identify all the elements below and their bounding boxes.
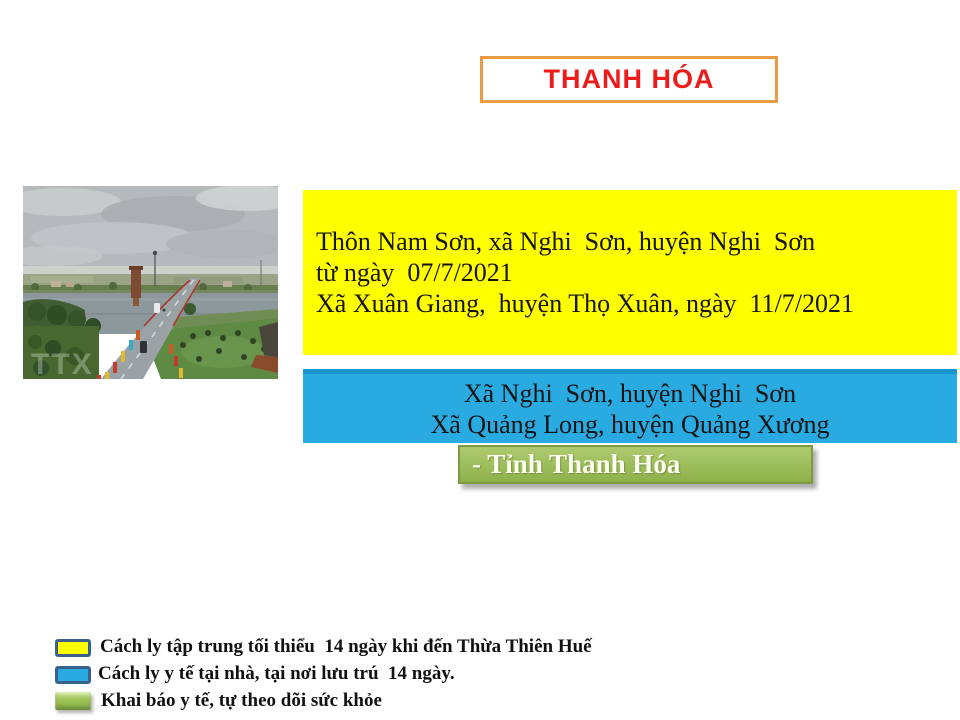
legend-label-health-declaration: Khai báo y tế, tự theo dõi sức khỏe: [101, 690, 382, 711]
province-banner-label: - Tỉnh Thanh Hóa: [472, 449, 681, 479]
legend-label-quarantine-centralized: Cách ly tập trung tối thiểu 14 ngày khi đến Thừa Thiên Huế: [100, 636, 592, 657]
blue-panel-line-1: Xã Nghi Sơn, huyện Nghi Sơn: [463, 378, 797, 408]
photo-gate-tower: [131, 268, 141, 298]
photo-village-house: [51, 281, 61, 287]
province-photo: [23, 186, 278, 379]
legend-swatch-yellow: [55, 639, 91, 657]
yellow-info-panel: [303, 190, 957, 355]
photo-dark-car: [140, 341, 147, 353]
blue-info-panel: [303, 369, 957, 443]
province-banner: [458, 445, 813, 484]
yellow-panel-line-1: Thôn Nam Sơn, xã Nghi Sơn, huyện Nghi Sơn: [316, 227, 816, 256]
yellow-panel-line-3: Xã Xuân Giang, huyện Thọ Xuân, ngày 11/7/2021: [316, 289, 854, 318]
legend-swatch-blue: [55, 666, 91, 684]
bridge-aerial-photo-illustration: [23, 186, 278, 379]
legend-swatch-green: [55, 692, 91, 710]
photo-watermark: TTX: [31, 348, 94, 379]
page-title: THANH HÓA: [543, 64, 715, 94]
title-box: [480, 56, 778, 103]
blue-panel-line-2: Xã Quảng Long, huyện Quảng Xương: [430, 409, 830, 439]
legend-label-quarantine-home: Cách ly y tế tại nhà, tại nơi lưu trú 14 ngày.: [98, 663, 455, 684]
photo-white-van: [154, 303, 160, 313]
yellow-panel-line-2: từ ngày 07/7/2021: [316, 258, 513, 287]
